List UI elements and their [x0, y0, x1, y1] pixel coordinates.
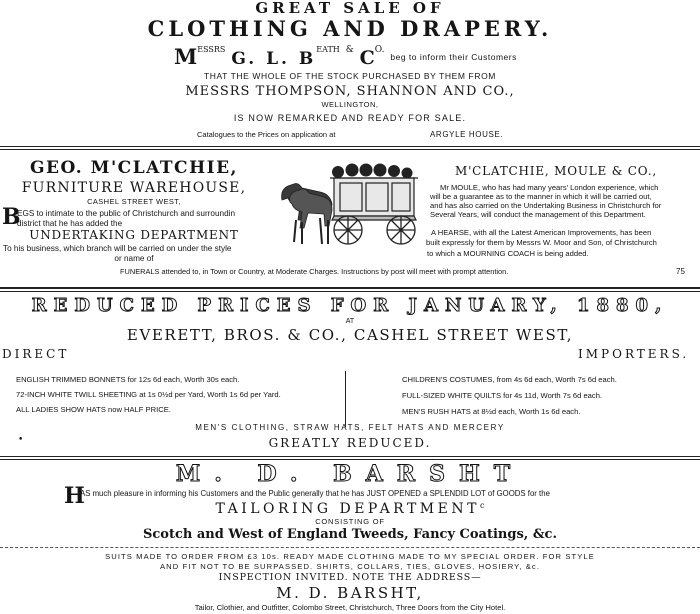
- ad1-firm-eath: EATH: [316, 45, 340, 54]
- ad2-left-body3: To his business, which branch will be carried on under the style: [3, 244, 232, 253]
- ad2-left-body4: or name of: [114, 254, 154, 263]
- ad4-tweeds: Scotch and West of England Tweeds, Fancy Coatings, &c.: [143, 527, 557, 542]
- ad3-greatly-reduced: GREATLY REDUCED.: [268, 436, 432, 450]
- ad4-intro: AS much pleasure in informing his Customers and the Public generally that he has JUST OPENED a SPLENDID LOT of GOODS for the: [80, 489, 550, 498]
- hearse-illustration: [276, 160, 426, 248]
- ad2-divider: [0, 287, 700, 289]
- ad1-line7-right: ARGYLE HOUSE.: [430, 130, 504, 139]
- ad1-firm-line: [174, 46, 517, 68]
- ad3-firm: EVERETT, BROS. & CO., CASHEL STREET WEST,: [126, 326, 574, 344]
- ad1-line6: IS NOW REMARKED AND READY FOR SALE.: [233, 113, 467, 123]
- hearse-horses: [282, 184, 332, 245]
- ad4-dropcap: H: [64, 483, 85, 509]
- ad3-mens-line: MEN'S CLOTHING, STRAW HATS, FELT HATS AND MERCERY: [195, 423, 505, 432]
- ad1-firm-rest: beg to inform their Customers: [390, 52, 517, 62]
- ad1-divider-2: [0, 149, 700, 150]
- ad1-title-line1: GREAT SALE OF: [255, 0, 445, 17]
- ad1-line3: THAT THE WHOLE OF THE STOCK PURCHASED BY THEM FROM: [204, 71, 496, 81]
- ad2-divider-2: [0, 291, 700, 292]
- ad3-divider: [0, 456, 700, 457]
- ad2-right-body6: built expressly for them by Messrs W. Moor and Son, of Christchurch: [426, 238, 657, 247]
- ad2-right-body5: A HEARSE, with all the Latest American Improvements, has been: [431, 228, 652, 237]
- ad2-footer-num: 75: [676, 267, 685, 276]
- ad1-firm-amp: &: [345, 45, 354, 55]
- ad1-divider: [0, 146, 700, 147]
- ad4-dotted-divider: [0, 547, 700, 548]
- ad4-address: Tailor, Clothier, and Outfitter, Colombo Street, Christchurch, Three Doors from the City Hotel.: [194, 603, 506, 612]
- ad2-left-dropcap: B: [2, 204, 21, 230]
- ad3-direct: DIRECT: [2, 347, 70, 361]
- ad1-line7-left: Catalogues to the Prices on application at: [197, 130, 336, 139]
- ad2-left-title: GEO. M'CLATCHIE,: [30, 158, 238, 178]
- ad3-left-item-3: ALL LADIES SHOW HATS now HALF PRICE.: [16, 405, 171, 414]
- ad4-inspection: INSPECTION INVITED. NOTE THE ADDRESS—: [218, 572, 482, 583]
- ad2-right-body4: Several Years, will conduct the management of this Department.: [430, 210, 646, 219]
- ad3-right-item-2: FULL-SIZED WHITE QUILTS for 4s 11d, Worth 7s 6d each.: [402, 391, 603, 400]
- ad2-right-body1: Mr MOULE, who has had many years' London experience, which: [440, 183, 659, 192]
- ad4-consisting: CONSISTING OF: [315, 517, 385, 526]
- ad4-suits2: AND FIT NOT TO BE SURPASSED. SHIRTS, COLLARS, TIES, GLOVES, HOSIERY, &c.: [159, 562, 541, 571]
- ad3-right-item-3: MEN'S RUSH HATS at 8½d each, Worth 1s 6d each.: [402, 407, 581, 416]
- ad4-dept: [0, 502, 700, 516]
- ad3-title: REDUCED PRICES FOR JANUARY, 1880,: [31, 295, 669, 316]
- ad1-firm-co-suffix: O.: [374, 45, 385, 55]
- ad2-right-body7: to which a MOURNING COACH is being added.: [427, 249, 589, 258]
- ad3-left-item-2: 72-INCH WHITE TWILL SHEETING at 1s 0½d per Yard, Worth 1s 6d per Yard.: [16, 390, 281, 399]
- ad1-firm-co: C: [359, 47, 375, 69]
- hearse-body: [330, 178, 418, 220]
- ad3-at: AT: [345, 318, 355, 325]
- ad1-firm-messrs: ESSRS: [197, 45, 226, 54]
- ad2-right-body2: will be a guarantee as to the manner in which it will be carried out,: [430, 192, 652, 201]
- ad4-title: M. D. BARSHT: [175, 461, 525, 487]
- ad3-importers: IMPORTERS.: [578, 347, 690, 361]
- ad4-dept-text: TAILORING DEPARTMENT: [215, 501, 480, 517]
- ad3-bullet: •: [18, 435, 24, 445]
- ad1-line4: MESSRS THOMPSON, SHANNON AND CO.,: [185, 84, 515, 99]
- ad3-left-item-1: ENGLISH TRIMMED BONNETS for 12s 6d each, Worth 30s each.: [16, 375, 240, 384]
- ad4-dept-mark: c: [479, 501, 485, 510]
- ad1-title-line2: CLOTHING AND DRAPERY.: [147, 16, 553, 41]
- ad2-right-body3: and has also carried on the Undertaking Business in Christchurch for: [430, 201, 662, 210]
- ad2-left-street: CASHEL STREET WEST,: [87, 197, 181, 206]
- ad3-column-divider: [345, 371, 346, 427]
- ad2-right-title: M'CLATCHIE, MOULE & CO.,: [455, 164, 657, 178]
- ad4-suits1: SUITS MADE TO ORDER FROM £3 10s. READY MADE CLOTHING MADE TO MY SPECIAL ORDER. FOR STYLE: [105, 552, 595, 561]
- ad1-line5: WELLINGTON,: [321, 100, 379, 109]
- ad2-left-subtitle: FURNITURE WAREHOUSE,: [21, 180, 247, 196]
- ad2-left-dept: UNDERTAKING DEPARTMENT: [29, 228, 239, 242]
- ad3-right-item-1: CHILDREN'S COSTUMES, from 4s 6d each, Worth 7s 6d each.: [402, 375, 617, 384]
- ad2-left-body2: district that he has added the: [17, 219, 123, 228]
- ad1-firm-m: M: [174, 44, 198, 69]
- ad2-left-body1: EGS to intimate to the public of Christchurch and surroundin: [17, 209, 235, 218]
- ad1-firm-name: G. L. B: [231, 49, 317, 69]
- hearse-plumes: [332, 164, 413, 179]
- ad3-divider-2: [0, 459, 700, 460]
- ad2-footer: FUNERALS attended to, in Town or Country, at Moderate Charges. Instructions by post will meet with prompt attention.: [120, 267, 509, 276]
- ad4-signature: M. D. BARSHT,: [276, 584, 424, 602]
